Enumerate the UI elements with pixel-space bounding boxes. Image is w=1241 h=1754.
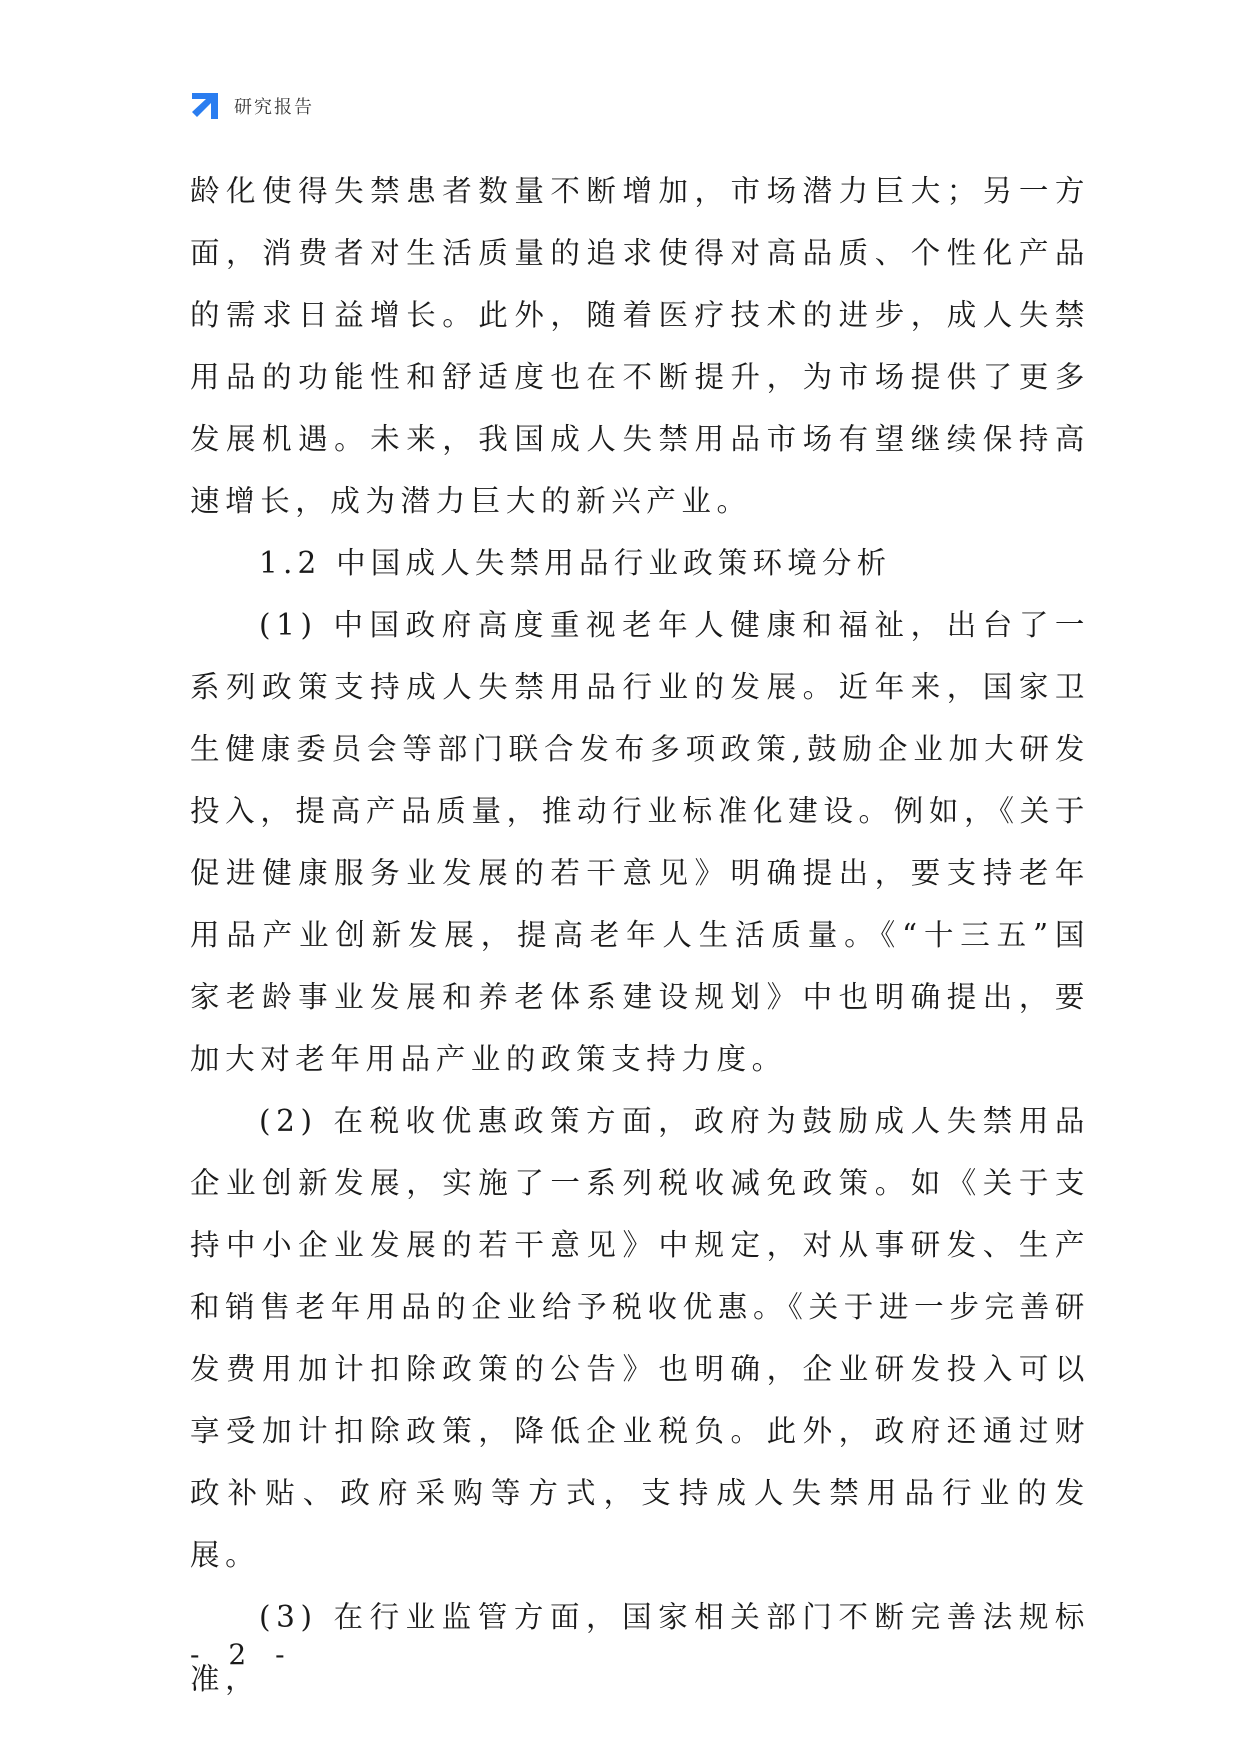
body-paragraph: 龄化使得失禁患者数量不断增加，市场潜力巨大；另一方面，消费者对生活质量的追求使得对高品质、个性化产品的需求日益增长。此外，随着医疗技术的进步，成人失禁用品的功能性和舒适度也在不断提升，为市场提供了更多发展机遇。未来，我国成人失禁用品市场有望继续保持高速增长，成为潜力巨大的新兴产业。 <box>190 174 1090 518</box>
arrow-logo-icon <box>189 91 220 122</box>
body-paragraph: (1) 中国政府高度重视老年人健康和福祉，出台了一系列政策支持成人失禁用品行业的发展。近年来，国家卫生健康委员会等部门联合发布多项政策,鼓励企业加大研发投入，提高产品质量，推动行业标准化建设。例如，《关于促进健康服务业发展的若干意见》明确提出，要支持老年用品产业创新发展，提高老年人生活质量。《“十三五”国家老龄事业发展和养老体系建设规划》中也明确提出，要加大对老年用品产业的政策支持力度。 <box>190 608 1090 1076</box>
page-number: - 2 - <box>190 1638 295 1671</box>
body-paragraph: (3) 在行业监管方面，国家相关部门不断完善法规标准， <box>190 1600 1090 1696</box>
section-heading: 1.2 中国成人失禁用品行业政策环境分析 <box>259 546 892 580</box>
header-title: 研究报告 <box>234 97 314 118</box>
body-paragraph: (2) 在税收优惠政策方面，政府为鼓励成人失禁用品企业创新发展，实施了一系列税收减免政策。如《关于支持中小企业发展的若干意见》中规定，对从事研发、生产和销售老年用品的企业给予税收优惠。《关于进一步完善研发费用加计扣除政策的公告》也明确，企业研发投入可以享受加计扣除政策，降低企业税负。此外，政府还通过财政补贴、政府采购等方式，支持成人失禁用品行业的发展。 <box>190 1104 1090 1572</box>
page-header <box>189 88 314 124</box>
document-body <box>190 160 1090 1710</box>
